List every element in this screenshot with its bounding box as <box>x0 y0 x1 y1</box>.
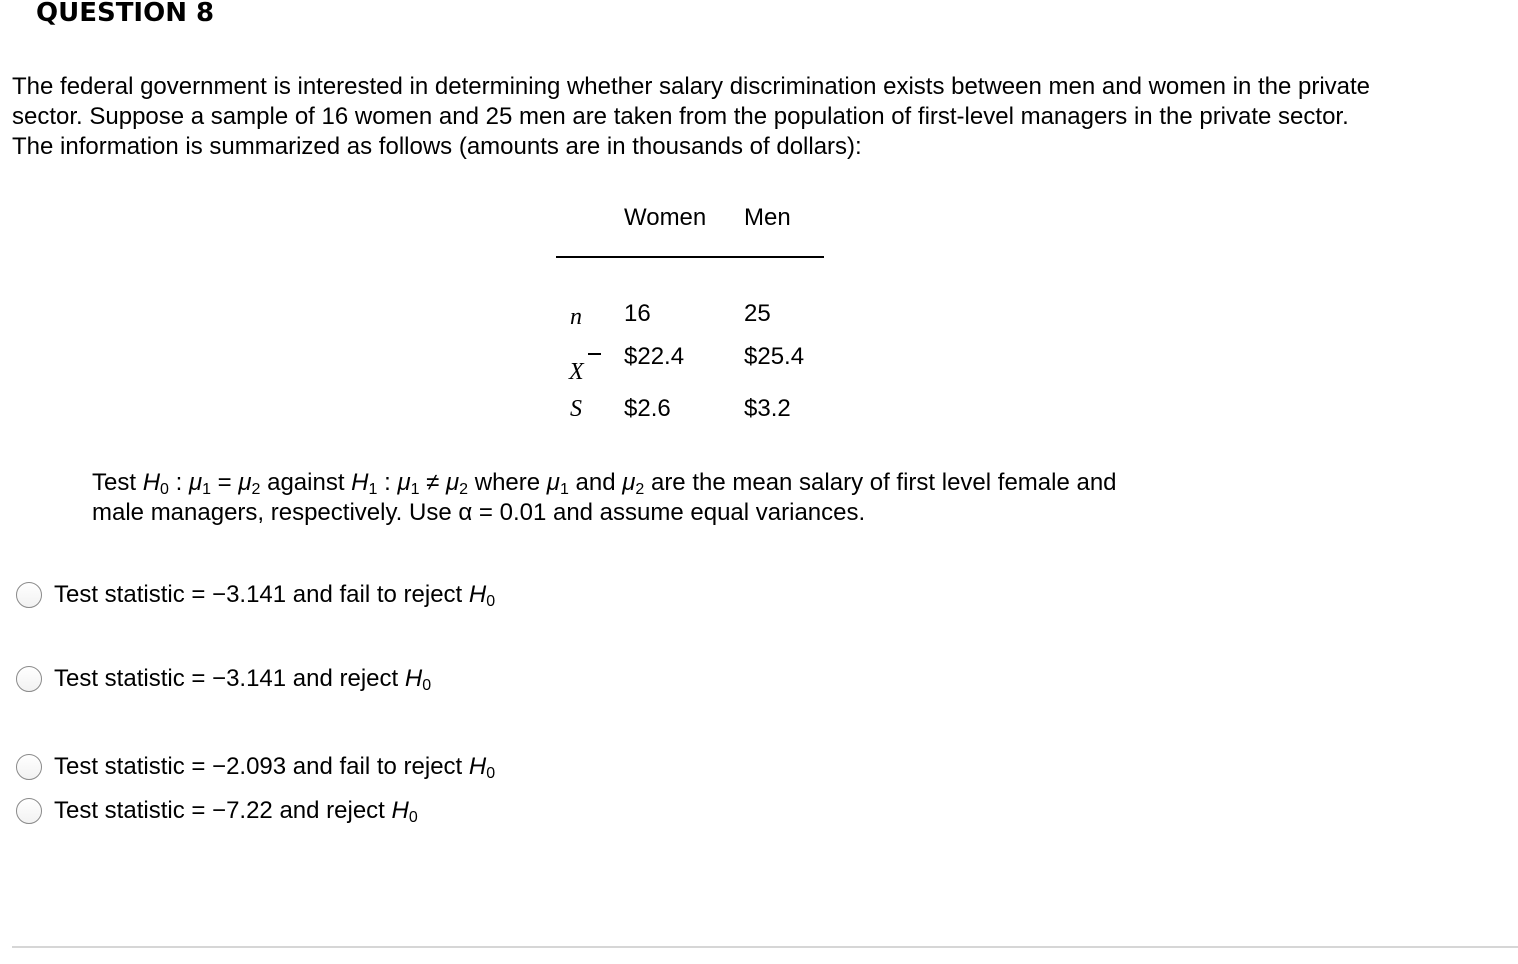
cell-n-men: 25 <box>744 300 771 327</box>
question-title: QUESTION 8 <box>36 0 215 28</box>
row-symbol-n: n <box>570 304 582 330</box>
option-label[interactable]: Test statistic = −3.141 and reject $H_0$ <box>54 665 432 694</box>
hypothesis-line-1: Test $H_0$ : $\mu_1 = \mu_2$ against $H_1$ : $\mu_1 \ne \mu_2$ where $\mu_1$ and $\mu_2$ are the mean salary of first level female and <box>92 469 1117 498</box>
cell-sd-women: $2.6 <box>624 395 671 422</box>
answer-option-2[interactable] <box>16 665 431 693</box>
hypothesis-statement <box>92 468 1117 528</box>
option-label[interactable]: Test statistic = −7.22 and reject $H_0$ <box>54 797 418 826</box>
intro-line: The federal government is interested in determining whether salary discrimination exists between men and women in the private <box>12 73 1371 100</box>
cell-mean-women: $22.4 <box>624 343 685 370</box>
cell-sd-men: $3.2 <box>744 395 791 422</box>
radio-button-option-4[interactable] <box>16 798 42 824</box>
header-women: Women <box>624 204 707 231</box>
footer-divider <box>12 946 1518 948</box>
option-label[interactable]: Test statistic = −3.141 and fail to reject $H_0$ <box>54 581 496 610</box>
radio-button-option-2[interactable] <box>16 666 42 692</box>
header-men: Men <box>744 204 791 231</box>
answer-option-3[interactable] <box>16 753 495 781</box>
intro-line: The information is summarized as follows (amounts are in thousands of dollars): <box>12 133 862 160</box>
radio-button-option-3[interactable] <box>16 754 42 780</box>
cell-mean-men: $25.4 <box>744 343 805 370</box>
xbar-overline <box>588 353 601 355</box>
radio-button-option-1[interactable] <box>16 582 42 608</box>
option-label[interactable]: Test statistic = −2.093 and fail to reject $H_0$ <box>54 753 496 782</box>
hypothesis-line-2: male managers, respectively. Use α = 0.01 and assume equal variances. <box>92 499 866 526</box>
table-divider <box>556 256 824 258</box>
answer-option-4[interactable] <box>16 797 418 825</box>
row-symbol-xbar: X <box>569 359 584 385</box>
cell-n-women: 16 <box>624 300 651 327</box>
row-symbol-s: S <box>570 396 582 422</box>
intro-line: sector. Suppose a sample of 16 women and 25 men are taken from the population of first-level managers in the private sector. <box>12 103 1349 130</box>
question-intro <box>12 72 1502 162</box>
answer-option-1[interactable] <box>16 581 495 609</box>
